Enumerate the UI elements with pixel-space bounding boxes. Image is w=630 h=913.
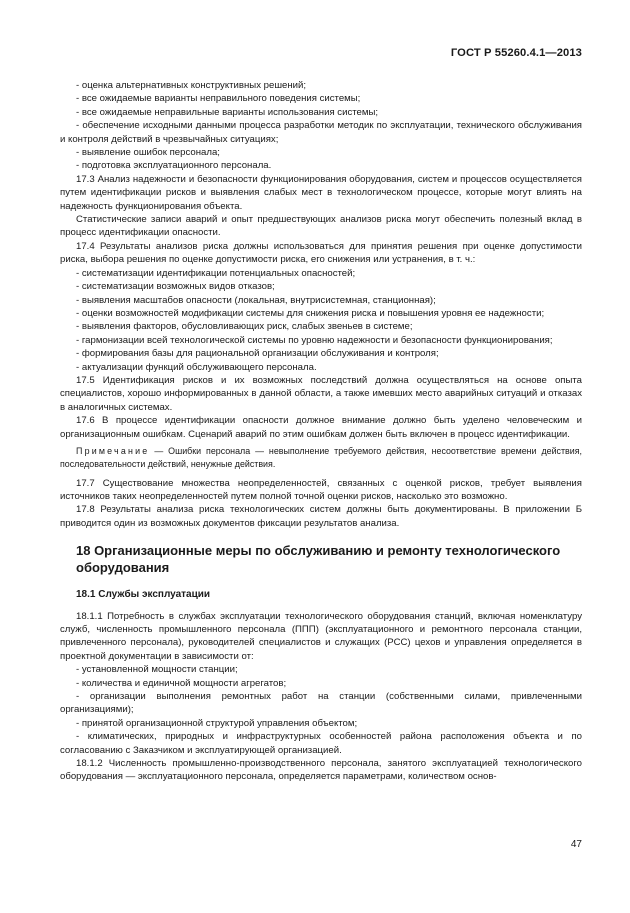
list-item: - оценка альтернативных конструктивных решений; [76,80,307,91]
list-item: - установленной мощности станции; [76,664,238,676]
section-17-text-cont [60,477,582,531]
page-number: 47 [570,839,582,850]
note-text: — Ошибки персонала — невыполнение требуемого действия, несоответствие времени действия, последовательности действий, ненужные действия. [60,445,582,469]
list-item: - организации выполнения ремонтных работ на станции (собственными силами, привлеченными организациями); [60,691,582,716]
paragraph: 17.3 Анализ надежности и безопасности функционирования оборудования, систем и процессов осуществляется путем идентификации рисков и выявления слабых мест в технологическом процессе, которые могут влиять на надежность функционирования объекта. [60,173,582,212]
list-item: - климатических, природных и инфраструктурных особенностей района расположения объекта и по согласованию с Заказчиком и эксплуатирующей организацией. [60,731,582,756]
list-item: - формирования базы для рациональной организации обслуживания и контроля; [76,348,439,360]
paragraph: 17.6 В процессе идентификации опасности должное внимание должно быть уделено человеческим и организационным ошибкам. Сценарий аварий по этим ошибкам должен быть включен в процесс идентификации. [60,415,582,440]
note-label: Примечание [76,445,150,456]
subsection-heading: 18.1 Службы эксплуатации [76,589,211,601]
paragraph: 17.8 Результаты анализа риска технологических систем должны быть документированы. В приложении Б приводится один из возможных документов фиксации результатов анализа. [60,504,582,529]
list-item: - подготовка эксплуатационного персонала. [76,160,272,172]
list-item: - оценки возможностей модификации системы для снижения риска и повышения уровня ее надежности; [76,307,545,319]
paragraph: Статистические записи аварий и опыт предшествующих анализов риска могут обеспечить полезный вклад в процесс идентификации опасности. [60,214,582,239]
list-item: - выявление ошибок персонала; [76,147,220,159]
paragraph: 18.1.2 Численность промышленно-производственного персонала, занятого эксплуатацией технологического оборудования — эксплуатационного персонала, определяется параметрами, количеством основ- [60,758,582,783]
list-item: - обеспечение исходными данными процесса разработки методик по эксплуатации, технического обслуживания и контроля действий в чрезвычайных ситуациях; [60,120,582,145]
section-18-text [60,610,582,784]
list-item: - выявления масштабов опасности (локальная, внутрисистемная, станционная); [76,294,436,306]
section-heading [60,542,582,576]
list-item: - принятой организационной структурой управления объектом; [76,717,358,729]
list-item: - гармонизации всей технологической системы по уровню надежности и безопасности функционирования; [76,334,553,346]
list-item: - количества и единичной мощности агрегатов; [76,677,287,689]
section-heading-line1: 18 Организационные меры по обслуживанию и ремонту технологического [76,543,561,559]
list-item: - систематизации идентификации потенциальных опасностей; [76,267,356,279]
section-heading-line2: оборудования [76,560,170,576]
list-item: - выявления факторов, обусловливающих риск, слабых звеньев в системе; [76,321,413,333]
document-body [60,79,582,784]
paragraph: 17.4 Результаты анализов риска должны использоваться для принятия решения при оценке допустимости риска, выбора решения по оценке допустимости риска, его снижения или устранения, в т. ч.: [60,240,582,266]
document-header: ГОСТ Р 55260.4.1—2013 [450,47,582,59]
note [60,445,582,471]
paragraph: 17.5 Идентификация рисков и их возможных последствий должна осуществляться на основе опыта специалистов, хорошо информированных в данной области, а также имевших место аварийных ситуаций и отказах в аналогичных системах. [60,374,582,413]
list-item: - актуализации функций обслуживающего персонала. [76,361,317,373]
paragraph: 17.7 Существование множества неопределенностей, связанных с оценкой рисков, требует выявления источников таких неопределенностей путем полной точной оценки рисков, насколько это возможно. [60,477,582,502]
list-item: - все ожидаемые варианты неправильного поведения системы; [76,93,361,105]
list-item: - все ожидаемые неправильные варианты использования системы; [76,106,379,118]
paragraph: 18.1.1 Потребность в службах эксплуатации технологического оборудования станций, включая номенклатуру служб, численность промышленного персонала (ППП) (эксплуатационного и ремонтного персонала станции, привлеченного персонала), руководителей специалистов и служащих (РСС) цехов и управления определяется в проектной документации в зависимости от: [60,610,582,662]
list-item: - систематизации возможных видов отказов; [76,281,275,293]
section-17-text [60,79,582,441]
